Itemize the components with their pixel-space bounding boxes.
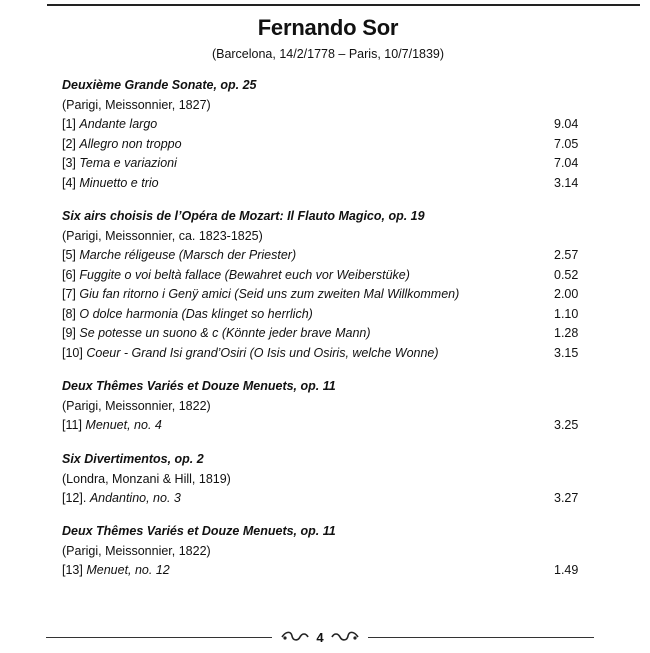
track-row: [62, 135, 594, 155]
track-title: Allegro non troppo: [79, 136, 182, 151]
track-title: Fuggite o voi beltà fallace (Bewahret euch vor Weiberstüke): [79, 267, 410, 282]
track-title: Andante largo: [79, 117, 158, 131]
track-number: [2]: [62, 136, 76, 151]
work-title: Six Divertimentos, op. 2: [62, 451, 204, 466]
track-title: Marche réligeuse (Marsch der Priester): [79, 248, 297, 262]
footer-rule-left: [46, 637, 272, 638]
work-section: [62, 76, 594, 193]
track-number: [6]: [62, 267, 76, 282]
track-number: [12].: [62, 490, 87, 505]
track-title: Minuetto e trio: [79, 175, 159, 190]
work-section: [62, 450, 594, 509]
track-row: [62, 246, 594, 266]
track-duration: 1.49: [554, 563, 579, 577]
track-row: [62, 416, 594, 436]
track-row: [62, 561, 594, 581]
track-number: [9]: [62, 326, 76, 340]
track-duration: 2.00: [554, 287, 579, 301]
footer-rule-right: [368, 637, 594, 638]
track-title: Menuet, no. 4: [85, 418, 162, 432]
track-row: [62, 324, 594, 344]
track-title: Andantino, no. 3: [89, 490, 181, 505]
track-duration: 3.15: [554, 345, 579, 360]
work-section: [62, 377, 594, 436]
track-title: Giu fan ritorno i Genÿ amici (Seid uns zum zweiten Mal Willkommen): [79, 287, 460, 301]
track-title: Coeur - Grand Isi grand’Osiri (O Isis und Osiris, welche Wonne): [86, 345, 439, 360]
composer-title: Fernando Sor: [257, 15, 399, 40]
work-title: Deux Thêmes Variés et Douze Menuets, op. 11: [62, 379, 336, 393]
track-number: [3]: [62, 156, 76, 170]
track-number: [1]: [62, 117, 76, 131]
track-number: [11]: [62, 418, 82, 432]
flourish-right-icon: [330, 631, 360, 643]
track-title: Se potesse un suono & c (Könnte jeder brave Mann): [79, 326, 371, 340]
track-number: [8]: [62, 306, 76, 321]
track-duration: 2.57: [554, 248, 579, 262]
track-row: [62, 285, 594, 305]
composer-dates: (Barcelona, 14/2/1778 – Paris, 10/7/1839): [211, 47, 445, 61]
publisher-info: (Parigi, Meissonnier, 1827): [62, 98, 211, 112]
track-title: Tema e variazioni: [79, 156, 177, 170]
track-duration: 0.52: [554, 267, 579, 282]
track-number: [5]: [62, 248, 76, 262]
track-duration: 3.25: [554, 418, 579, 432]
track-duration: 7.04: [554, 156, 579, 170]
page-number: 4: [316, 629, 324, 645]
top-rule: [47, 4, 640, 6]
track-duration: 1.10: [554, 306, 579, 321]
publisher-info: (Parigi, Meissonnier, ca. 1823-1825): [62, 229, 263, 243]
booklet-page: [62, 14, 594, 581]
track-number: [13]: [62, 563, 83, 577]
publisher-info: (Parigi, Meissonnier, 1822): [62, 399, 211, 413]
track-row: [62, 266, 594, 286]
track-number: [4]: [62, 175, 76, 190]
flourish-left-icon: [280, 631, 310, 643]
track-duration: 1.28: [554, 326, 579, 340]
track-duration: 3.27: [554, 490, 579, 505]
track-row: [62, 489, 594, 509]
work-title: Deuxième Grande Sonate, op. 25: [62, 78, 257, 92]
track-title: O dolce harmonia (Das klinget so herrlich): [79, 306, 313, 321]
track-row: [62, 344, 594, 364]
work-section: [62, 522, 594, 581]
publisher-info: (Londra, Monzani & Hill, 1819): [62, 471, 231, 486]
track-duration: 9.04: [554, 117, 579, 131]
footer-ornament: [272, 630, 367, 645]
work-title: Deux Thêmes Variés et Douze Menuets, op. 11: [62, 524, 336, 538]
work-title: Six airs choisis de l’Opéra de Mozart: Il Flauto Magico, op. 19: [62, 209, 425, 223]
track-duration: 7.05: [554, 136, 579, 151]
track-row: [62, 174, 594, 194]
track-number: [7]: [62, 287, 76, 301]
page-footer: [46, 627, 594, 647]
track-number: [10]: [62, 345, 83, 360]
work-section: [62, 207, 594, 363]
track-row: [62, 154, 594, 174]
track-row: [62, 305, 594, 325]
track-duration: 3.14: [554, 175, 579, 190]
track-title: Menuet, no. 12: [86, 563, 170, 577]
publisher-info: (Parigi, Meissonnier, 1822): [62, 544, 211, 558]
track-row: [62, 115, 594, 135]
